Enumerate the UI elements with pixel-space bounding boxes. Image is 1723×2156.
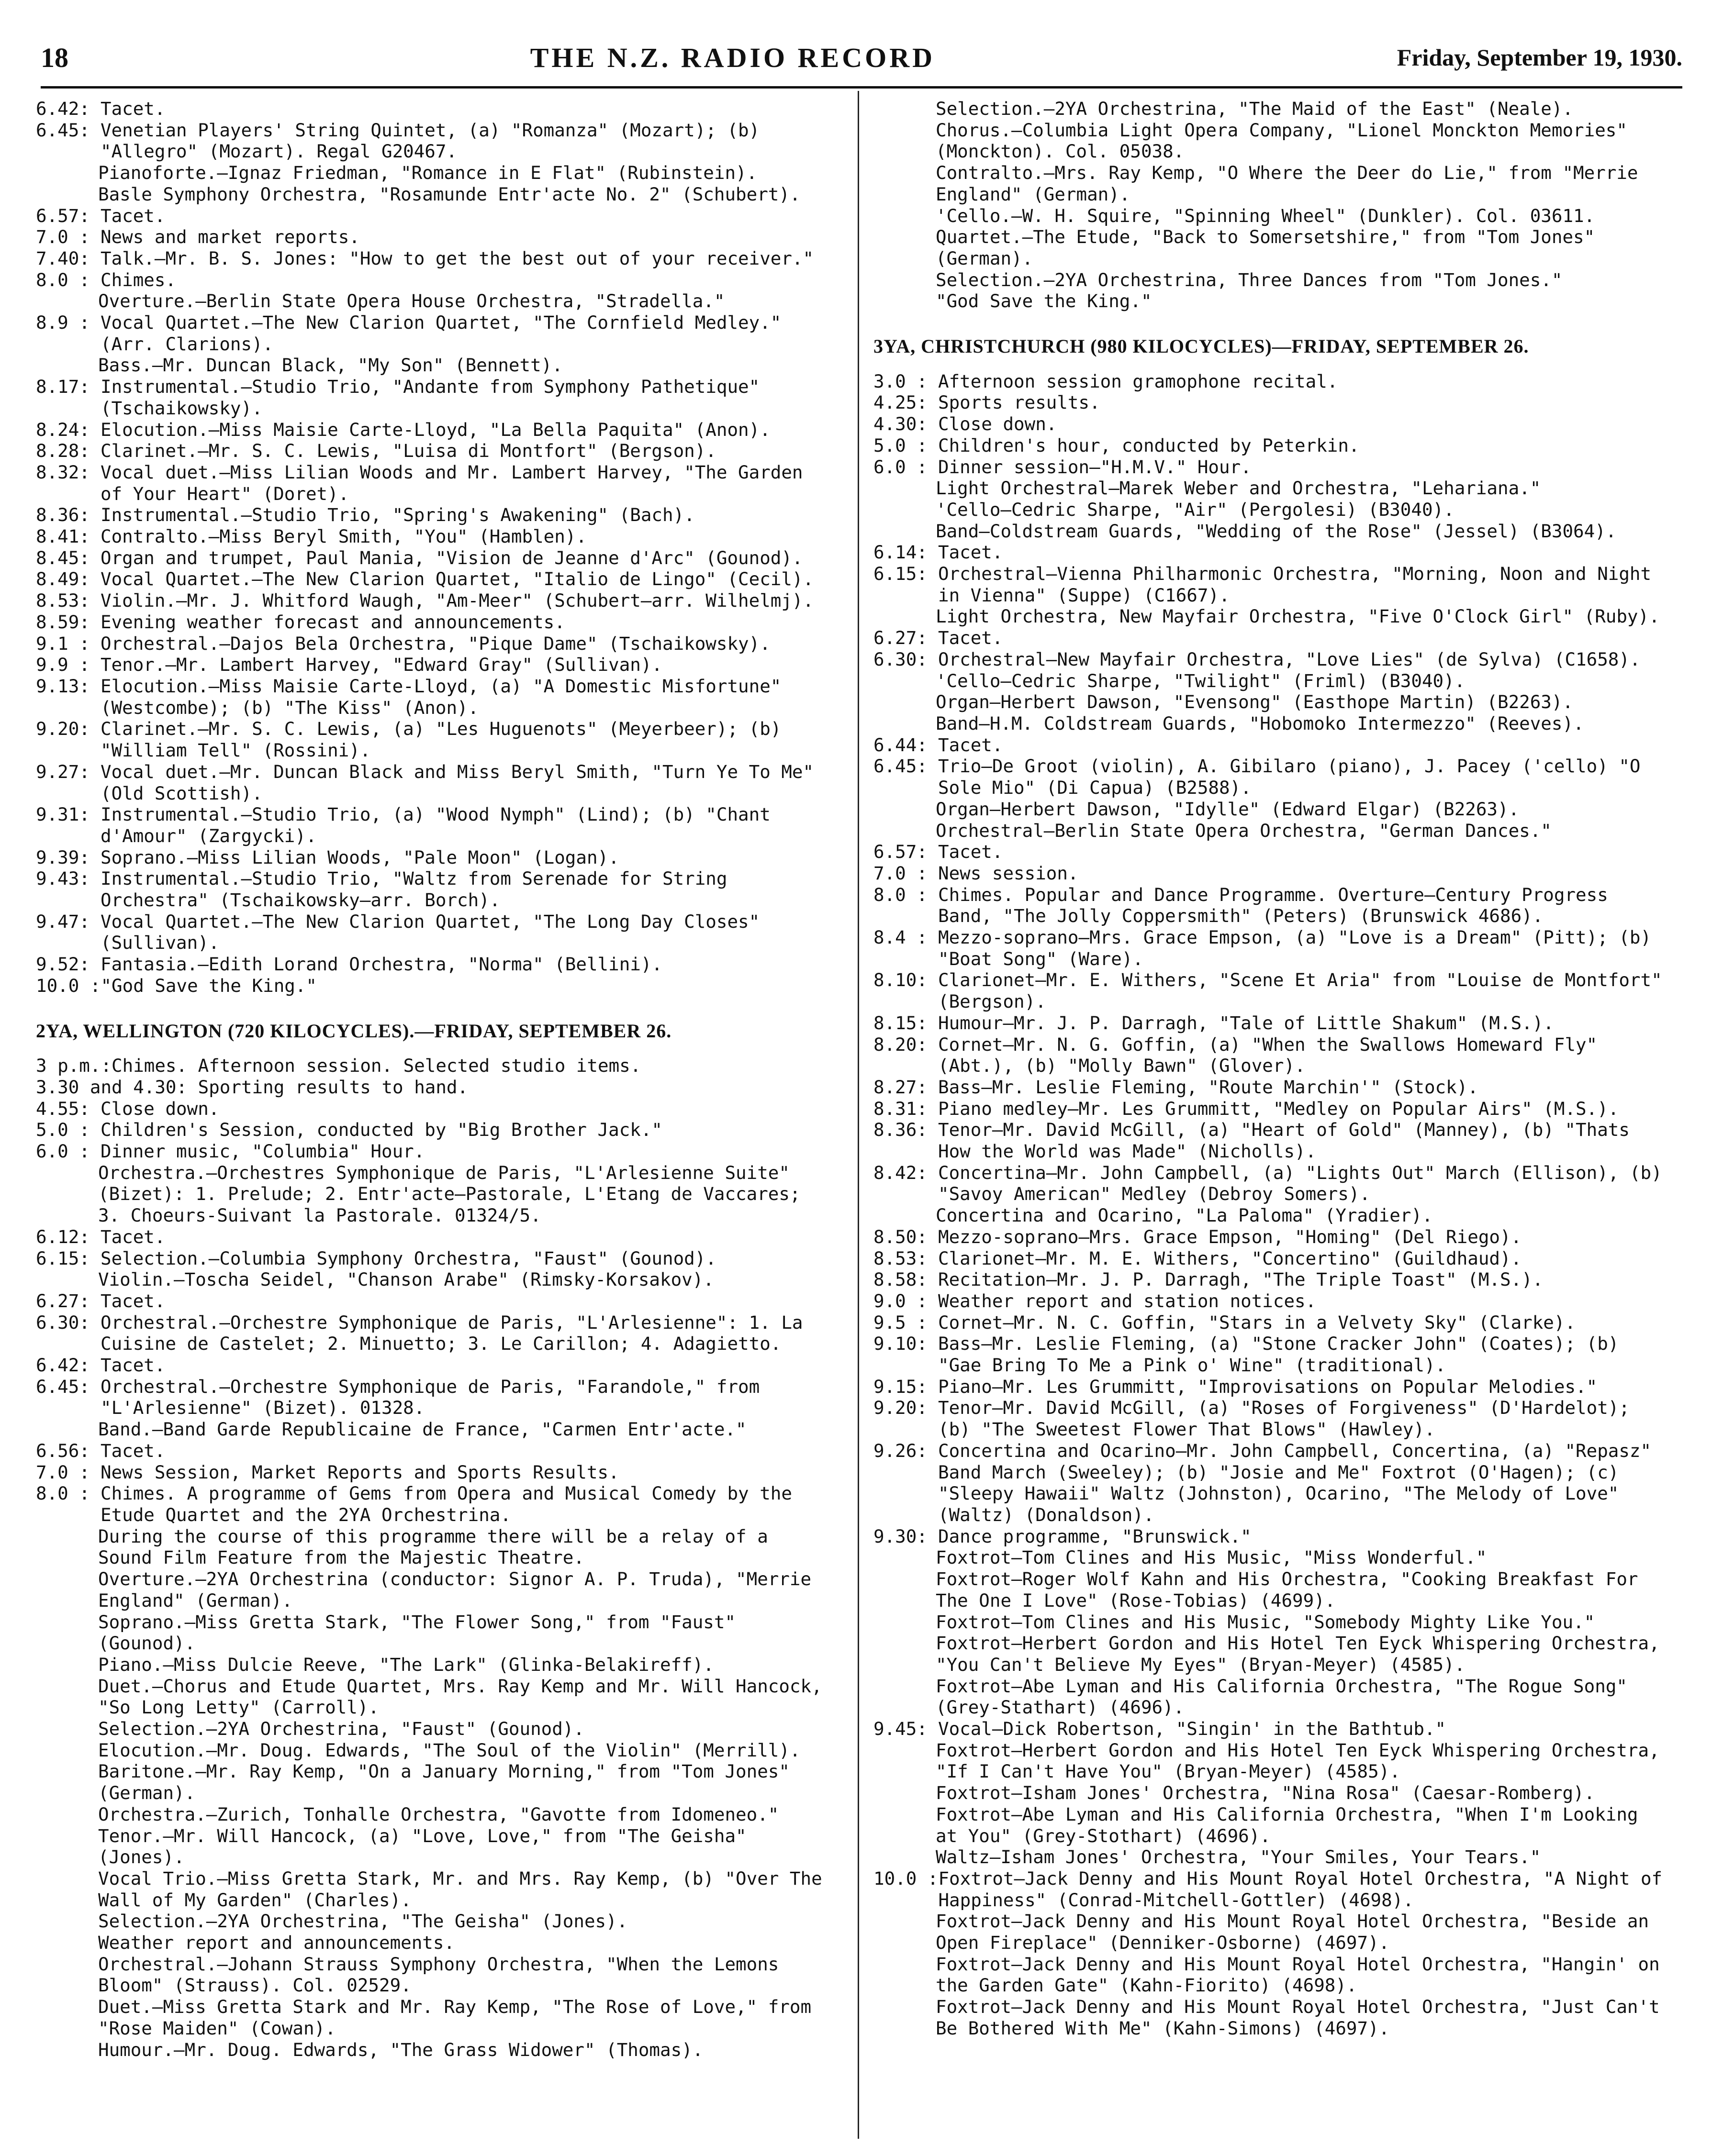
continuation-item: Orchestra.—Orchestres Symphonique de Paris, "L'Arlesienne Suite" (Bizet): 1. Prelude; 2. Entr'acte—Pastorale, L'Etang de Vaccares; 3. Choeurs-Suivant la Pastorale. 01324/5. (98, 1162, 801, 1226)
program-entry (873, 627, 1668, 649)
continuation-item: Quartet.—The Etude, "Back to Somersetshire," from "Tom Jones" (German). (936, 226, 1595, 269)
entry-time: 6.57: (873, 841, 928, 863)
entry-text: Chimes. A programme of Gems from Opera and Musical Comedy by the Etude Quartet and the 2YA Orchestrina. (101, 1483, 792, 1525)
continuation-item: Basle Symphony Orchestra, "Rosamunde Entr'acte No. 2" (Schubert). (98, 183, 801, 205)
entry-time: 8.9 : (36, 312, 90, 333)
masthead-title: THE N.Z. RADIO RECORD (530, 42, 935, 73)
entry-time: 9.31: (36, 804, 90, 825)
entry-text: Recitation—Mr. J. P. Darragh, "The Triple Toast" (M.S.). (938, 1269, 1544, 1290)
program-entry (36, 761, 830, 804)
entry-time: 3.0 : (873, 370, 928, 392)
program-entry (873, 1526, 1668, 1547)
program-entry (36, 1077, 830, 1098)
program-entry (873, 1333, 1668, 1376)
section-heading-2ya: 2YA, WELLINGTON (720 KILOCYCLES).—FRIDAY, SEPTEMBER 26. (36, 1020, 672, 1042)
entry-time: 6.15: (36, 1247, 90, 1269)
issue-date: Friday, September 19, 1930. (1397, 44, 1682, 71)
entry-time: 6.57: (36, 205, 90, 226)
entry-text: Instrumental.—Studio Trio, "Waltz from Serenade for String Orchestra" (Tschaikowsky—arr. Borch). (101, 868, 727, 911)
continuation-item: Selection.—2YA Orchestrina, "The Geisha" (Jones). (98, 1911, 628, 1932)
continuation-item: Violin.—Toscha Seidel, "Chanson Arabe" (Rimsky-Korsakov). (98, 1269, 714, 1290)
program-entry (873, 1012, 1668, 1034)
entry-time: 6.27: (36, 1290, 90, 1311)
entry-time: 6.42: (36, 98, 90, 119)
entry-text: Talk.—Mr. B. S. Jones: "How to get the best out of your receiver." (101, 247, 814, 269)
program-entry (873, 1290, 1668, 1312)
entry-time: 8.45: (36, 547, 90, 568)
program-entry (36, 868, 830, 911)
entry-time: 8.0 : (873, 884, 928, 905)
program-entry (36, 462, 830, 504)
program-entry (36, 1312, 830, 1355)
program-entry (36, 1462, 830, 1483)
entry-text: Elocution.—Miss Maisie Carte-Lloyd, "La Bella Paquita" (Anon). (101, 419, 771, 440)
entry-text: Dance programme, "Brunswick." (938, 1525, 1252, 1547)
continuation-item: Band.—Band Garde Republicaine de France, "Carmen Entr'acte." (98, 1419, 747, 1440)
entry-text: Sporting results to hand. (198, 1076, 469, 1098)
entry-text: Bass—Mr. Leslie Fleming, "Route Marchin'" (Stock). (938, 1076, 1478, 1098)
entry-time: 10.0 : (36, 975, 101, 996)
entry-text: Dinner music, "Columbia" Hour. (101, 1141, 425, 1162)
entry-time: 6.0 : (36, 1141, 90, 1162)
program-entry (36, 269, 830, 291)
entry-text: Contralto.—Miss Beryl Smith, "You" (Hamblen). (101, 526, 587, 547)
entry-text: Afternoon session gramophone recital. (938, 370, 1338, 392)
program-entry (36, 847, 830, 868)
entry-time: 4.25: (873, 392, 928, 413)
continuation-item: Elocution.—Mr. Doug. Edwards, "The Soul of the Violin" (Merrill). (98, 1739, 801, 1761)
entry-text: Tacet. (101, 205, 166, 226)
program-entry (873, 1868, 1668, 1911)
continuation-item: Foxtrot—Herbert Gordon and His Hotel Ten Eyck Whispering Orchestra, "You Can't Believe My Eyes" (Bryan-Meyer) (4585). (936, 1633, 1660, 1675)
continuation-item: Chorus.—Columbia Light Opera Company, "Lionel Monckton Memories" (Monckton). Col. 05038. (936, 119, 1627, 162)
continuation-item: Foxtrot—Roger Wolf Kahn and His Orchestra, "Cooking Breakfast For The One I Love" (Rose-Tobias) (4699). (936, 1568, 1638, 1611)
entry-text: Tacet. (938, 542, 1003, 563)
entry-text: Children's hour, conducted by Peterkin. (938, 434, 1360, 456)
program-entry (873, 1718, 1668, 1740)
program-entry (36, 376, 830, 419)
continuation-item: Foxtrot—Jack Denny and His Mount Royal Hotel Orchestra, "Hangin' on the Garden Gate" (Kahn-Fiorito) (4698). (936, 1953, 1660, 1996)
entry-text: News and market reports. (101, 226, 360, 248)
program-entry (36, 504, 830, 526)
program-entry (36, 676, 830, 718)
entry-text: Mezzo-soprano—Mrs. Grace Empson, "Homing" (Del Riego). (938, 1226, 1522, 1247)
continuation-item: Contralto.—Mrs. Ray Kemp, "O Where the Deer do Lie," from "Merrie England" (German). (936, 162, 1638, 205)
program-entry (873, 734, 1668, 756)
program-entry (36, 1055, 830, 1077)
program-entry (873, 1119, 1668, 1162)
continuation-item: Orchestral.—Johann Strauss Symphony Orchestra, "When the Lemons Bloom" (Strauss). Col. 02529. (98, 1953, 779, 1996)
entry-time: 6.14: (873, 542, 928, 563)
entry-time: 6.12: (36, 1226, 90, 1247)
entry-text: Tacet. (101, 1290, 166, 1311)
program-entry (36, 633, 830, 655)
entry-text: Tenor.—Mr. Lambert Harvey, "Edward Gray" (Sullivan). (101, 654, 662, 676)
entry-time: 6.15: (873, 563, 928, 585)
continuation-item: "God Save the King." (936, 290, 1152, 312)
entry-time: 8.20: (873, 1034, 928, 1055)
entry-text: "God Save the King." (101, 975, 317, 996)
program-entry (873, 969, 1668, 1012)
entry-time: 9.20: (36, 718, 90, 740)
section-heading-3ya: 3YA, CHRISTCHURCH (980 KILOCYCLES)—FRIDAY, SEPTEMBER 26. (873, 335, 1529, 357)
entry-text: Sports results. (938, 392, 1100, 413)
entry-text: Dinner session—"H.M.V." Hour. (938, 456, 1252, 478)
entry-time: 8.0 : (36, 269, 90, 290)
program-entry (36, 1483, 830, 1525)
entry-time: 5.0 : (873, 434, 928, 456)
entry-time: 8.17: (36, 376, 90, 398)
entry-text: Clarinet.—Mr. S. C. Lewis, "Luisa di Montfort" (Bergson). (101, 440, 716, 462)
entry-text: Orchestral—New Mayfair Orchestra, "Love Lies" (de Sylva) (C1658). (938, 648, 1641, 670)
continuation-item: Foxtrot—Tom Clines and His Music, "Somebody Mighty Like You." (936, 1611, 1595, 1633)
entry-text: Chimes. (101, 269, 177, 290)
program-entry (36, 568, 830, 590)
entry-time: 5.0 : (36, 1119, 90, 1141)
program-entry (36, 1226, 830, 1248)
entry-text: News session. (938, 862, 1079, 884)
entry-text: Vocal duet.—Mr. Duncan Black and Miss Beryl Smith, "Turn Ye To Me" (Old Scottish). (101, 761, 814, 804)
entry-time: 9.10: (873, 1333, 928, 1355)
entry-time: 7.0 : (873, 862, 928, 884)
program-entry (36, 954, 830, 975)
program-entry (873, 863, 1668, 884)
entry-time: 6.0 : (873, 456, 928, 478)
entry-text: Mezzo-soprano—Mrs. Grace Empson, (a) "Love is a Dream" (Pitt); (b) "Boat Song" (Ware). (938, 927, 1652, 969)
continuation-item: Vocal Trio.—Miss Gretta Stark, Mr. and Mrs. Ray Kemp, (b) "Over The Wall of My Garden" (Charles). (98, 1867, 822, 1911)
continuation-item: Selection.—2YA Orchestrina, Three Dances from "Tom Jones." (936, 269, 1563, 290)
program-entry (873, 1397, 1668, 1440)
program-entry (36, 911, 830, 954)
program-entry (873, 563, 1668, 606)
program-entry (36, 248, 830, 269)
program-entry (36, 590, 830, 611)
continuation-item: Orchestra.—Zurich, Tonhalle Orchestra, "Gavotte from Idomeneo." (98, 1803, 779, 1825)
program-entry (873, 456, 1668, 478)
continuation-item: Duet.—Chorus and Etude Quartet, Mrs. Ray Kemp and Mr. Will Hancock, "So Long Letty" (Carroll). (98, 1675, 822, 1718)
program-entry (873, 756, 1668, 798)
program-entry (36, 120, 830, 162)
entry-time: 6.45: (36, 1376, 90, 1397)
program-entry (873, 1312, 1668, 1334)
continuation-item: Foxtrot—Isham Jones' Orchestra, "Nina Rosa" (Caesar-Romberg). (936, 1782, 1595, 1804)
continuation-item: Orchestral—Berlin State Opera Orchestra, "German Dances." (936, 820, 1552, 841)
continuation-item: Overture.—2YA Orchestrina (conductor: Signor A. P. Truda), "Merrie England" (German). (98, 1568, 812, 1611)
entry-text: Vocal—Dick Robertson, "Singin' in the Bathtub." (938, 1718, 1446, 1740)
continuation-item: Foxtrot—Jack Denny and His Mount Royal Hotel Orchestra, "Just Can't Be Bothered With Me" (Kahn-Simons) (4697). (936, 1996, 1660, 2039)
entry-text: Tacet. (938, 627, 1003, 649)
continuation-item: Light Orchestral—Marek Weber and Orchestra, "Lehariana." (936, 478, 1541, 499)
entry-time: 8.59: (36, 611, 90, 633)
continuation-item: Foxtrot—Jack Denny and His Mount Royal Hotel Orchestra, "Beside an Open Fireplace" (Denniker-Osborne) (4697). (936, 1911, 1649, 1954)
entry-time: 7.40: (36, 247, 90, 269)
entry-time: 6.30: (36, 1311, 90, 1333)
column-divider (858, 91, 859, 2139)
page-number: 18 (41, 42, 68, 73)
program-entry (36, 1290, 830, 1312)
continuation-item: Foxtrot—Herbert Gordon and His Hotel Ten Eyck Whispering Orchestra, "If I Can't Have You" (Bryan-Meyer) (4585). (936, 1739, 1660, 1782)
entry-text: Evening weather forecast and announcements. (101, 611, 565, 633)
continuation-item: Foxtrot—Tom Clines and His Music, "Miss Wonderful." (936, 1547, 1487, 1568)
program-entry (36, 1098, 830, 1120)
entry-time: 9.5 : (873, 1311, 928, 1333)
entry-time: 8.41: (36, 526, 90, 547)
program-entry (36, 1119, 830, 1141)
continuation-item: Organ—Herbert Dawson, "Idylle" (Edward Elgar) (B2263). (936, 798, 1520, 820)
continuation-item: Pianoforte.—Ignaz Friedman, "Romance in E Flat" (Rubinstein). (98, 162, 758, 184)
entry-time: 9.1 : (36, 633, 90, 654)
continuation-item: Overture.—Berlin State Opera House Orchestra, "Stradella." (98, 290, 725, 312)
entry-text: Instrumental.—Studio Trio, "Spring's Awakening" (Bach). (101, 504, 695, 526)
entry-text: Vocal Quartet.—The New Clarion Quartet, "The Cornfield Medley." (Arr. Clarions). (101, 312, 782, 355)
entry-text: Concertina—Mr. John Campbell, (a) "Lights Out" March (Ellison), (b) "Savoy American" Medley (Debroy Somers). (938, 1162, 1662, 1205)
program-entry (873, 1226, 1668, 1248)
entry-text: Bass—Mr. Leslie Fleming, (a) "Stone Cracker John" (Coates); (b) "Gae Bring To Me a Pink o' Wine" (traditional). (938, 1333, 1619, 1376)
entry-text: Piano medley—Mr. Les Grummitt, "Medley on Popular Airs" (M.S.). (938, 1098, 1619, 1119)
entry-time: 8.49: (36, 568, 90, 590)
continuation-item: Tenor.—Mr. Will Hancock, (a) "Love, Love," from "The Geisha" (Jones). (98, 1825, 747, 1868)
entry-time: 9.20: (873, 1397, 928, 1419)
entry-text: Elocution.—Miss Maisie Carte-Lloyd, (a) "A Domestic Misfortune" (Westcombe); (b) "The Kiss" (Anon). (101, 675, 782, 718)
entry-text: Chimes. Afternoon session. Selected studio items. (112, 1055, 641, 1077)
entry-time: 8.36: (873, 1119, 928, 1141)
entry-time: 8.27: (873, 1076, 928, 1098)
program-entry (36, 419, 830, 441)
entry-time: 7.0 : (36, 1461, 90, 1483)
entry-time: 6.30: (873, 648, 928, 670)
entry-time: 9.52: (36, 954, 90, 975)
entry-time: 3 p.m.: (36, 1055, 112, 1077)
header-rule (41, 86, 1682, 89)
entry-time: 10.0 : (873, 1867, 939, 1889)
continuation-item: Selection.—2YA Orchestrina, "Faust" (Gounod). (98, 1718, 584, 1740)
entry-text: Vocal duet.—Miss Lilian Woods and Mr. Lambert Harvey, "The Garden of Your Heart" (Doret). (101, 461, 803, 504)
program-entry (36, 440, 830, 462)
program-entry (873, 392, 1668, 413)
program-entry (873, 1440, 1668, 1526)
entry-text: Tacet. (101, 1355, 166, 1376)
page-header (41, 38, 1682, 77)
program-entry (873, 1098, 1668, 1120)
continuation-item: Humour.—Mr. Doug. Edwards, "The Grass Widower" (Thomas). (98, 2039, 704, 2060)
entry-text: Instrumental.—Studio Trio, "Andante from Symphony Pathetique" (Tschaikowsky). (101, 376, 760, 419)
entry-text: Selection.—Columbia Symphony Orchestra, "Faust" (Gounod). (101, 1247, 716, 1269)
entry-text: Orchestral—Vienna Philharmonic Orchestra, "Morning, Noon and Night in Vienna" (Suppe) (C1667). (938, 563, 1652, 606)
entry-time: 8.28: (36, 440, 90, 462)
entry-text: Piano—Mr. Les Grummitt, "Improvisations on Popular Melodies." (938, 1376, 1598, 1397)
entry-time: 8.10: (873, 969, 928, 991)
entry-time: 8.0 : (36, 1483, 90, 1504)
entry-time: 3.30 and 4.30: (36, 1076, 188, 1098)
entry-time: 9.47: (36, 911, 90, 932)
entry-time: 7.0 : (36, 226, 90, 248)
entry-time: 9.15: (873, 1376, 928, 1397)
entry-time: 4.30: (873, 413, 928, 435)
program-entry (36, 611, 830, 633)
program-entry (873, 1269, 1668, 1290)
program-entry (873, 413, 1668, 435)
entry-time: 6.45: (873, 756, 928, 777)
continuation-item: Organ—Herbert Dawson, "Evensong" (Easthope Martin) (B2263). (936, 691, 1574, 713)
continuation-item: Bass.—Mr. Duncan Black, "My Son" (Bennett). (98, 355, 563, 376)
program-entry (873, 649, 1668, 670)
entry-time: 8.31: (873, 1098, 928, 1119)
program-entry (36, 312, 830, 355)
program-entry (873, 1162, 1668, 1205)
entry-text: Clarionet—Mr. M. E. Withers, "Concertino" (Guildhaud). (938, 1247, 1522, 1269)
continuation-item: 'Cello.—W. H. Squire, "Spinning Wheel" (Dunkler). Col. 03611. (936, 205, 1595, 226)
entry-text: Orchestral.—Dajos Bela Orchestra, "Pique Dame" (Tschaikowsky). (101, 633, 771, 654)
program-entry (36, 98, 830, 120)
program-entry (873, 1248, 1668, 1269)
entry-text: Close down. (101, 1098, 220, 1119)
entry-text: Tenor—Mr. David McGill, (a) "Heart of Gold" (Manney), (b) "Thats How the World was Made" (Nicholls). (938, 1119, 1630, 1162)
entry-time: 4.55: (36, 1098, 90, 1119)
entry-text: Tacet. (101, 1440, 166, 1461)
continuation-item: Duet.—Miss Gretta Stark and Mr. Ray Kemp, "The Rose of Love," from "Rose Maiden" (Cowan). (98, 1996, 812, 2039)
program-entry (873, 927, 1668, 969)
continuation-item: Foxtrot—Abe Lyman and His California Orchestra, "The Rogue Song" (Grey-Stathart) (4696). (936, 1675, 1627, 1718)
entry-text: Tenor—Mr. David McGill, (a) "Roses of Forgiveness" (D'Hardelot); (b) "The Sweetest Flower That Blows" (Hawley). (938, 1397, 1630, 1440)
program-entry (873, 884, 1668, 927)
entry-text: Concertina and Ocarino—Mr. John Campbell, Concertina, (a) "Repasz" Band March (Sweeley); (b) "Josie and Me" Foxtrot (O'Hagen); (c) "Sleepy Hawaii" Waltz (Johnston), Ocarino, "The Melody of Love" (Waltz) (Donaldson). (938, 1440, 1652, 1525)
program-entry (873, 542, 1668, 563)
entry-time: 9.13: (36, 675, 90, 697)
entry-time: 9.9 : (36, 654, 90, 676)
program-entry (36, 654, 830, 676)
program-entry (36, 1440, 830, 1462)
entry-text: Close down. (938, 413, 1057, 435)
entry-time: 9.39: (36, 846, 90, 868)
entry-text: Tacet. (101, 1226, 166, 1247)
entry-time: 8.36: (36, 504, 90, 526)
entry-text: Trio—De Groot (violin), A. Gibilaro (piano), J. Pacey ('cello) "O Sole Mio" (Di Capua) (B2588). (938, 756, 1641, 799)
entry-text: Cornet—Mr. N. G. Goffin, (a) "When the Swallows Homeward Fly" (Abt.), (b) "Molly Bawn" (Glover). (938, 1034, 1598, 1077)
program-entry (36, 1248, 830, 1269)
entry-text: Fantasia.—Edith Lorand Orchestra, "Norma" (Bellini). (101, 954, 662, 975)
entry-time: 9.0 : (873, 1290, 928, 1311)
entry-text: Soprano.—Miss Lilian Woods, "Pale Moon" (Logan). (101, 846, 619, 868)
entry-time: 6.27: (873, 627, 928, 649)
continuation-item: Band—Coldstream Guards, "Wedding of the Rose" (Jessel) (B3064). (936, 520, 1617, 542)
continuation-item: Weather report and announcements. (98, 1932, 455, 1954)
continuation-item: 'Cello—Cedric Sharpe, "Air" (Pergolesi) (B3040). (936, 499, 1454, 520)
entry-time: 8.50: (873, 1226, 928, 1247)
entry-text: Tacet. (938, 841, 1003, 863)
entry-time: 9.30: (873, 1525, 928, 1547)
continuation-item: Selection.—2YA Orchestrina, "The Maid of the East" (Neale). (936, 98, 1574, 119)
entry-text: Orchestral.—Orchestre Symphonique de Paris, "L'Arlesienne": 1. La Cuisine de Castelet; 2. Minuetto; 3. Le Carillon; 4. Adagietto. (101, 1311, 803, 1355)
program-entry (36, 1141, 830, 1162)
program-entry (36, 718, 830, 761)
entry-time: 9.45: (873, 1718, 928, 1740)
program-entry (873, 1034, 1668, 1077)
continuation-item: Band—H.M. Coldstream Guards, "Hobomoko Intermezzo" (Reeves). (936, 712, 1584, 734)
program-entry (873, 371, 1668, 392)
entry-time: 8.53: (873, 1247, 928, 1269)
entry-text: Children's Session, conducted by "Big Brother Jack." (101, 1119, 662, 1141)
entry-text: Tacet. (938, 734, 1003, 756)
entry-text: Organ and trumpet, Paul Mania, "Vision de Jeanne d'Arc" (Gounod). (101, 547, 803, 568)
entry-time: 8.4 : (873, 927, 928, 948)
entry-time: 8.42: (873, 1162, 928, 1183)
entry-text: Instrumental.—Studio Trio, (a) "Wood Nymph" (Lind); (b) "Chant d'Amour" (Zargycki). (101, 804, 771, 846)
entry-time: 8.53: (36, 590, 90, 611)
program-entry (36, 1355, 830, 1376)
entry-time: 6.56: (36, 1440, 90, 1461)
program-entry (36, 547, 830, 569)
entry-time: 9.26: (873, 1440, 928, 1461)
continuation-item: Piano.—Miss Dulcie Reeve, "The Lark" (Glinka-Belakireff). (98, 1654, 714, 1675)
entry-text: News Session, Market Reports and Sports Results. (101, 1461, 619, 1483)
entry-text: Clarionet—Mr. E. Withers, "Scene Et Aria" from "Louise de Montfort" (Bergson). (938, 969, 1662, 1012)
entry-time: 6.44: (873, 734, 928, 756)
continuation-item: Soprano.—Miss Gretta Stark, "The Flower Song," from "Faust" (Gounod). (98, 1611, 736, 1654)
program-entry (36, 804, 830, 846)
left-column (36, 98, 830, 2060)
program-entry (36, 226, 830, 248)
program-entry (873, 435, 1668, 456)
continuation-item: During the course of this programme there will be a relay of a Sound Film Feature from the Majestic Theatre. (98, 1525, 768, 1568)
continuation-item: Waltz—Isham Jones' Orchestra, "Your Smiles, Your Tears." (936, 1846, 1541, 1868)
entry-text: Chimes. Popular and Dance Programme. Overture—Century Progress Band, "The Jolly Coppersmith" (Peters) (Brunswick 4686). (938, 884, 1608, 927)
program-entry (873, 1376, 1668, 1398)
entry-text: Vocal Quartet.—The New Clarion Quartet, "The Long Day Closes" (Sullivan). (101, 911, 760, 954)
program-entry (873, 841, 1668, 863)
entry-text: Venetian Players' String Quintet, (a) "Romanza" (Mozart); (b) "Allegro" (Mozart). Regal G20467. (101, 119, 760, 162)
entry-time: 6.45: (36, 119, 90, 141)
entry-time: 6.42: (36, 1355, 90, 1376)
entry-time: 8.15: (873, 1012, 928, 1034)
entry-text: Tacet. (101, 98, 166, 119)
entry-text: Violin.—Mr. J. Whitford Waugh, "Am-Meer" (Schubert—arr. Wilhelmj). (101, 590, 814, 611)
entry-time: 8.24: (36, 419, 90, 440)
program-entry (36, 975, 830, 997)
entry-time: 9.27: (36, 761, 90, 782)
continuation-item: Concertina and Ocarino, "La Paloma" (Yradier). (936, 1205, 1433, 1226)
entry-text: Orchestral.—Orchestre Symphonique de Paris, "Farandole," from "L'Arlesienne" (Bizet). 01328. (101, 1376, 760, 1419)
entry-text: Weather report and station notices. (938, 1290, 1317, 1311)
program-entry (873, 1077, 1668, 1098)
entry-text: Clarinet.—Mr. S. C. Lewis, (a) "Les Huguenots" (Meyerbeer); (b) "William Tell" (Rossini). (101, 718, 782, 761)
program-entry (36, 1376, 830, 1419)
right-column (873, 98, 1668, 2039)
entry-time: 8.58: (873, 1269, 928, 1290)
continuation-item: Light Orchestra, New Mayfair Orchestra, "Five O'Clock Girl" (Ruby). (936, 606, 1660, 627)
continuation-item: Baritone.—Mr. Ray Kemp, "On a January Morning," from "Tom Jones" (German). (98, 1761, 790, 1804)
entry-text: Foxtrot—Jack Denny and His Mount Royal Hotel Orchestra, "A Night of Happiness" (Conrad-Mitchell-Gottler) (4698). (938, 1867, 1663, 1911)
continuation-item: 'Cello—Cedric Sharpe, "Twilight" (Friml) (B3040). (936, 670, 1466, 691)
program-entry (36, 526, 830, 547)
entry-time: 9.43: (36, 868, 90, 889)
entry-text: Cornet—Mr. N. C. Goffin, "Stars in a Velvety Sky" (Clarke). (938, 1311, 1576, 1333)
continuation-item: Foxtrot—Abe Lyman and His California Orchestra, "When I'm Looking at You" (Grey-Stothart) (4696). (936, 1803, 1638, 1846)
entry-text: Vocal Quartet.—The New Clarion Quartet, "Italio de Lingo" (Cecil). (101, 568, 814, 590)
entry-text: Humour—Mr. J. P. Darragh, "Tale of Little Shakum" (M.S.). (938, 1012, 1554, 1034)
entry-time: 8.32: (36, 461, 90, 483)
program-entry (36, 205, 830, 227)
